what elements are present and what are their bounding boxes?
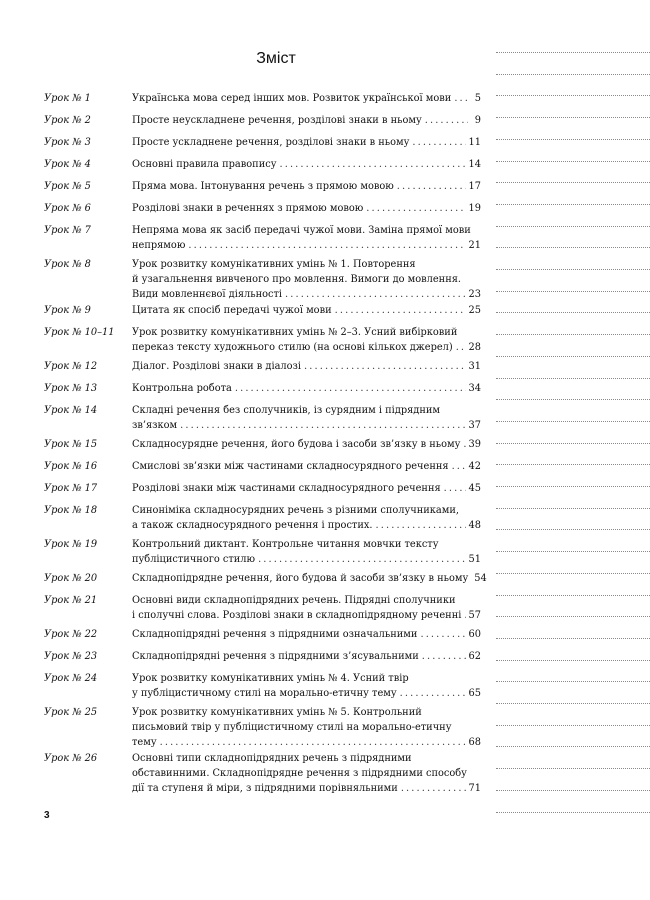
note-line [496,573,650,574]
lesson-number: Урок № 19 [44,539,98,550]
dot-leader [180,418,465,433]
lesson-title [132,705,481,750]
lesson-number: Урок № 13 [44,383,98,394]
lesson-number: Урок № 8 [44,259,91,270]
page-ref: 62 [468,651,481,662]
page-ref: 54 [474,573,487,584]
dot-leader [464,608,465,623]
note-line [496,681,650,682]
lesson-title-line: Види мовленнєвої діяльності [132,289,283,300]
lesson-title-line: Складносурядне речення, його будова і засоби зв’язку в ньому [132,439,461,450]
lesson-title-line: Просте ускладнене речення, розділові знаки в ньому [132,137,410,148]
note-line [496,768,650,769]
page-ref: 23 [468,289,481,300]
lesson-number: Урок № 24 [44,673,98,684]
lesson-title [132,437,481,452]
lesson-title-line: тему [132,737,157,748]
lesson-title [132,359,481,374]
lesson-title-line: Непряма мова як засіб передачі чужої мови. Заміна прямої мови [132,225,471,236]
note-line [496,703,650,704]
lesson-title-line: Розділові знаки між частинами складносурядного речення [132,483,441,494]
page-number: 3 [44,810,50,821]
dot-leader [285,287,465,302]
lesson-title [132,257,481,302]
note-line [496,399,650,400]
page-ref: 9 [474,115,481,126]
lesson-number: Урок № 6 [44,203,91,214]
note-line [496,356,650,357]
notes-margin [496,0,650,900]
lesson-number: Урок № 12 [44,361,98,372]
lesson-title [132,179,481,194]
lesson-number: Урок № 14 [44,405,98,416]
note-line [496,595,650,596]
page-ref: 31 [468,361,481,372]
lesson-title [132,459,481,474]
lesson-number: Урок № 15 [44,439,98,450]
dot-leader [401,781,466,796]
dot-leader [456,340,466,355]
page-ref: 21 [468,240,481,251]
lesson-title-line: Синоніміка складносурядних речень з різними сполучниками, [132,505,460,516]
lesson-title [132,201,481,216]
note-line [496,291,650,292]
lesson-title-line: Урок розвитку комунікативних умінь № 4. Усний твір [132,673,409,684]
note-line [496,812,650,813]
note-line [496,334,650,335]
lesson-title-line: й узагальнення вивченого про мовлення. Вимоги до мовлення. [132,274,462,285]
lesson-title-line: Цитата як спосіб передачі чужої мови [132,305,332,316]
lesson-title-line: зв’язком [132,420,178,431]
lesson-number: Урок № 21 [44,595,98,606]
lesson-title-line: обставинними. Складнопідрядне речення з підрядними способу [132,768,467,779]
lesson-title-line: і сполучні слова. Розділові знаки в складнопідрядному реченні [132,610,462,621]
page-ref: 34 [468,383,481,394]
dot-leader [188,238,465,253]
lesson-title-line: письмовий твір у публіцистичному стилі на морально-етичну [132,722,452,733]
dot-leader [420,627,465,642]
dot-leader [160,735,466,750]
lesson-title [132,303,481,318]
dot-leader [366,201,465,216]
note-line [496,204,650,205]
lesson-title-line: Основні типи складнопідрядних речень з підрядними [132,753,412,764]
lesson-title-line: Просте неускладнене речення, розділові знаки в ньому [132,115,422,126]
page-title: Зміст [256,50,296,67]
note-line [496,638,650,639]
lesson-title [132,627,481,642]
page-ref: 37 [468,420,481,431]
note-line [496,616,650,617]
lesson-number: Урок № 20 [44,573,98,584]
note-line [496,529,650,530]
lesson-title-line: Основні правила правопису [132,159,277,170]
lesson-title [132,113,481,128]
lesson-number: Урок № 9 [44,305,91,316]
lesson-title [132,503,481,533]
lesson-title-line: Складнопідрядні речення з підрядними означальними [132,629,418,640]
dot-leader [452,459,466,474]
lesson-title [132,223,481,253]
note-line [496,746,650,747]
lesson-number: Урок № 23 [44,651,98,662]
note-line [496,508,650,509]
lesson-title [132,91,481,106]
lesson-title [132,481,481,496]
page-ref: 14 [468,159,481,170]
note-line [496,421,650,422]
lesson-title-line: Основні види складнопідрядних речень. Підрядні сполучники [132,595,456,606]
page-ref: 25 [468,305,481,316]
page-ref: 28 [468,342,481,353]
note-line [496,486,650,487]
dot-leader [463,437,465,452]
lesson-title-line: Пряма мова. Інтонування речень з прямою мовою [132,181,394,192]
lesson-title-line: Складнопідрядне речення, його будова й засоби зв’язку в ньому [132,573,469,584]
lesson-number: Урок № 5 [44,181,91,192]
note-line [496,551,650,552]
lesson-title-line: Контрольна робота [132,383,232,394]
lesson-title [132,649,481,664]
lesson-title-line: переказ тексту художнього стилю (на основі кількох джерел) [132,342,453,353]
dot-leader [279,157,465,172]
lesson-title [132,751,481,796]
lesson-title-line: у публіцистичному стилі на морально-етичну тему [132,688,397,699]
dot-leader [422,649,466,664]
lesson-title-line: Складнопідрядні речення з підрядними з’ясувальними [132,651,419,662]
lesson-title-line: Розділові знаки в реченнях з прямою мовою [132,203,364,214]
note-line [496,378,650,379]
lesson-number: Урок № 26 [44,753,98,764]
page-ref: 48 [468,520,481,531]
lesson-number: Урок № 18 [44,505,98,516]
lesson-number: Урок № 7 [44,225,91,236]
note-line [496,312,650,313]
lesson-title-line: Діалог. Розділові знаки в діалозі [132,361,302,372]
lesson-title-line: непрямою [132,240,186,251]
page-ref: 19 [468,203,481,214]
page-ref: 57 [468,610,481,621]
note-line [496,464,650,465]
dot-leader [412,135,465,150]
note-line [496,269,650,270]
lesson-title [132,381,481,396]
note-line [496,52,650,53]
dot-leader [376,518,466,533]
page-ref: 65 [468,688,481,699]
dot-leader [425,113,468,128]
note-line [496,117,650,118]
dot-leader [400,686,466,701]
lesson-title [132,403,481,433]
lesson-title-line: Урок розвитку комунікативних умінь № 5. Контрольний [132,707,422,718]
lesson-title [132,571,487,586]
note-line [496,182,650,183]
lesson-title [132,325,481,355]
lesson-number: Урок № 1 [44,93,91,104]
lesson-title [132,157,481,172]
note-line [496,161,650,162]
note-line [496,443,650,444]
page-ref: 39 [468,439,481,450]
lesson-title-line: Урок розвитку комунікативних умінь № 1. Повторення [132,259,416,270]
page-ref: 71 [468,783,481,794]
dot-leader [235,381,466,396]
lesson-number: Урок № 25 [44,707,98,718]
dot-leader [304,359,466,374]
lesson-number: Урок № 16 [44,461,98,472]
lesson-number: Урок № 3 [44,137,91,148]
lesson-title-line: Складні речення без сполучників, із сурядним і підрядним [132,405,441,416]
lesson-number: Урок № 10–11 [44,327,115,338]
page-ref: 51 [468,554,481,565]
page-ref: 60 [468,629,481,640]
lesson-title-line: Урок розвитку комунікативних умінь № 2–3. Усний вибірковий [132,327,458,338]
lesson-number: Урок № 4 [44,159,91,170]
lesson-number: Урок № 2 [44,115,91,126]
note-line [496,660,650,661]
note-line [496,790,650,791]
dot-leader [444,481,466,496]
lesson-title [132,135,481,150]
dot-leader [258,552,465,567]
lesson-number: Урок № 17 [44,483,98,494]
dot-leader [397,179,466,194]
page-ref: 42 [468,461,481,472]
note-line [496,95,650,96]
lesson-number: Урок № 22 [44,629,98,640]
dot-leader [335,303,466,318]
lesson-title [132,671,481,701]
page-ref: 45 [468,483,481,494]
note-line [496,74,650,75]
lesson-title-line: Контрольний диктант. Контрольне читання мовчки тексту [132,539,439,550]
lesson-title-line: дії та ступеня й міри, з підрядними порівняльними [132,783,398,794]
lesson-title-line: публіцистичного стилю [132,554,256,565]
page-ref: 5 [474,93,481,104]
note-line [496,247,650,248]
note-line [496,139,650,140]
note-line [496,725,650,726]
lesson-title [132,537,481,567]
page-ref: 17 [468,181,481,192]
lesson-title-line: а також складносурядного речення і простих. [132,520,373,531]
lesson-title-line: Смислові зв’язки між частинами складносурядного речення [132,461,449,472]
lesson-title [132,593,481,623]
dot-leader [454,91,468,106]
lesson-title-line: Українська мова серед інших мов. Розвиток української мови [132,93,452,104]
note-line [496,226,650,227]
page-ref: 68 [468,737,481,748]
page-ref: 11 [468,137,481,148]
